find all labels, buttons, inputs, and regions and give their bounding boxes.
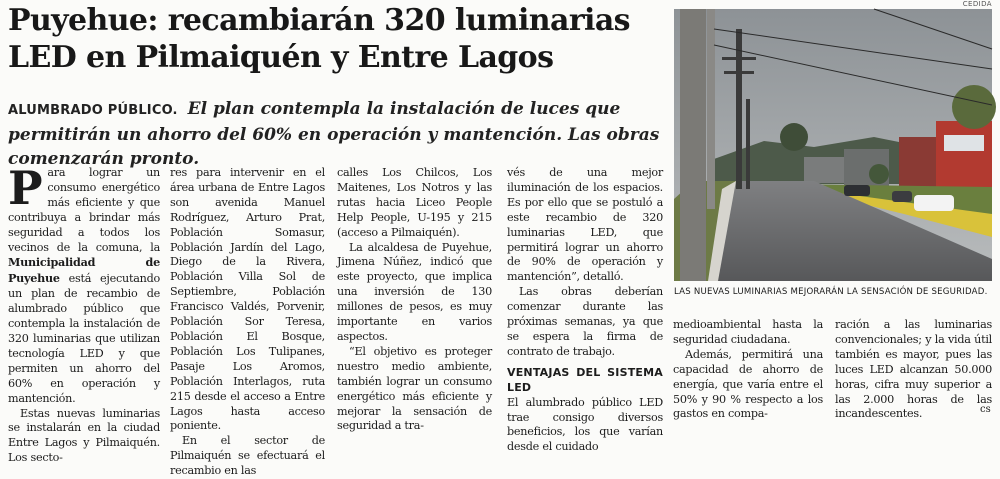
p1-end: está ejecutando un plan de recambio de alumbrado público que contempla la instalación de 320 luminarias que utilizan tecnología LED y que permiten un ahorro del 60% en operación y mantención. (8, 272, 160, 405)
drop-cap: P (8, 161, 43, 215)
p1-start: ara lograr un consumo energético más eficiente y que contribuya a brindar más seguridad a todos los vecinos de la comuna, la (8, 166, 160, 254)
paragraph-5-part-1: “El objetivo es proteger nuestro medio ambiente, también lograr un consumo energético más eficiente y mejorar la sensación de seguridad a tra- (337, 344, 492, 433)
deck (8, 97, 668, 171)
article-column-2 (170, 166, 325, 479)
paragraph-3-part-2: calles Los Chilcos, Los Maitenes, Los Notros y las rutas hacia Liceo People Help People, U-195 y 215 (acceso a Pilmaiquén). (337, 166, 492, 239)
paragraph-2-part-2: res para intervenir en el área urbana de Entre Lagos son avenida Manuel Rodríguez, Arturo Prat, Población Somasur, Población Jardín del Lago, Diego de la Rivera, Población Villa Sol de Septiembre, Población Francisco Valdés, Porvenir, Población Sor Teresa, Población El Bosque, Población Los Tulipanes, Pasaje Los Aromos, Población Interlagos, ruta 215 desde el acceso a Entre Lagos hasta acceso poniente. (170, 166, 325, 433)
paragraph-3-part-1: En el sector de Pilmaiquén se efectuará el recambio en las (170, 434, 325, 478)
paragraph-7-part-1: El alumbrado público LED trae consigo diversos beneficios, los que varían desde el cuidado (507, 395, 663, 454)
headline (8, 2, 668, 76)
street-photo (674, 9, 992, 281)
street-scene-image (674, 9, 992, 281)
article-column-5 (673, 318, 823, 422)
photo-caption: LAS NUEVAS LUMINARIAS MEJORARÁN LA SENSACIÓN DE SEGURIDAD. (674, 287, 988, 297)
headline-line-2: LED en Pilmaiquén y Entre Lagos (8, 40, 554, 75)
article-column-3 (337, 166, 492, 434)
author-signature: cs (980, 404, 991, 415)
paragraph-2-part-1: Estas nuevas luminarias se instalarán en la ciudad Entre Lagos y Pilmaiquén. Los secto- (8, 406, 160, 465)
photo-credit: CEDIDA (962, 0, 992, 8)
deck-kicker: ALUMBRADO PÚBLICO. (8, 103, 178, 118)
p1-bold: Municipalidad de Puyehue (8, 255, 160, 286)
subhead-ventajas: VENTAJAS DEL SISTEMA LED (507, 365, 663, 394)
article-column-1 (8, 161, 160, 466)
paragraph-8-part-2: ración a las luminarias convencionales; y la vida útil también es mayor, pues las luces LED alcanzan 50.000 horas, cifra muy superior a las 2.000 horas de las incandescentes. (835, 318, 992, 421)
article-column-4 (507, 166, 663, 455)
article-column-6 (835, 318, 992, 422)
paragraph-6: Las obras deberían comenzar durante las próximas semanas, ya que se espera la firma de contrato de trabajo. (507, 285, 663, 358)
headline-line-1: Puyehue: recambiarán 320 luminarias (8, 3, 630, 38)
paragraph-7-part-2: medioambiental hasta la seguridad ciudadana. (673, 318, 823, 346)
deck-text: El plan contempla la instalación de luces que permitirán un ahorro del 60% en operación y mantención. Las obras comenzarán pronto. (8, 99, 660, 169)
paragraph-1 (8, 161, 160, 407)
paragraph-8-part-1: Además, permitirá una capacidad de ahorro de energía, que varía entre el 50% y 90 % respecto a los gastos en compa- (673, 347, 823, 421)
paragraph-4: La alcaldesa de Puyehue, Jimena Núñez, indicó que este proyecto, que implica una inversión de 130 millones de pesos, es muy importante en varios aspectos. (337, 240, 492, 343)
paragraph-5-part-2: vés de una mejor iluminación de los espacios. Es por ello que se postuló a este recambio de 320 luminarias LED, que permitirá lograr un ahorro de 90% de operación y mantención”, detalló. (507, 166, 663, 284)
